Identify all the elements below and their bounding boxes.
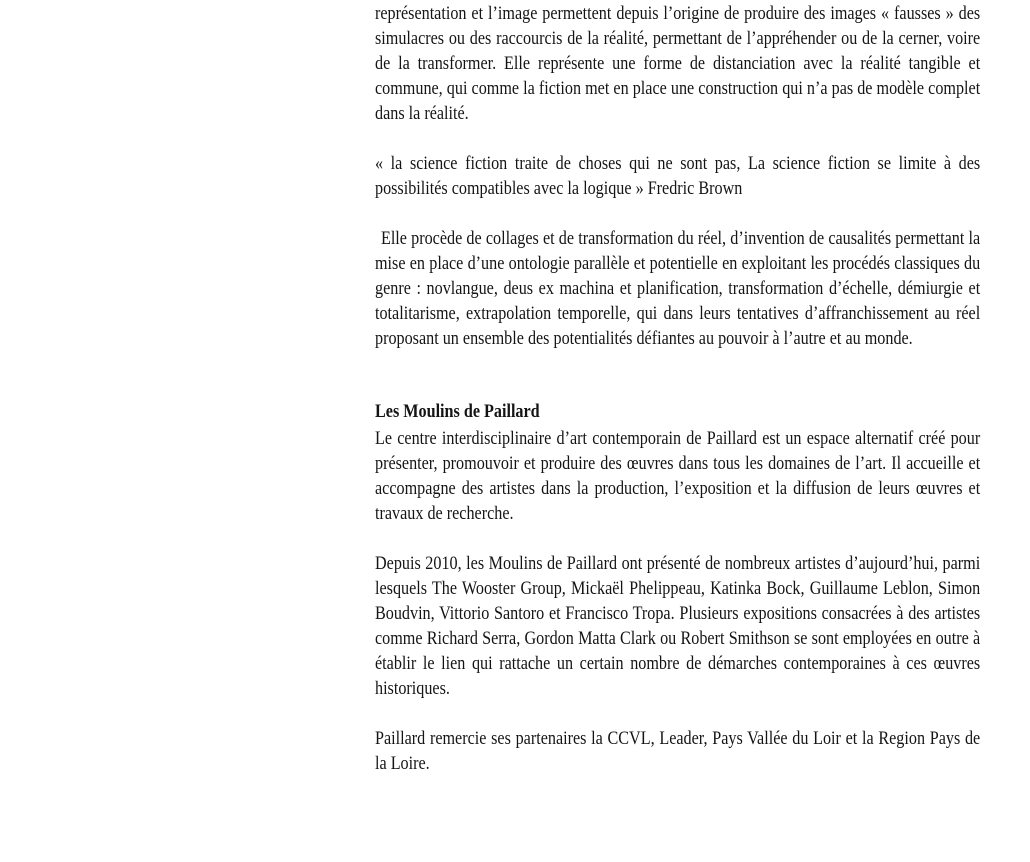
quote-fredric-brown: « la science fiction traite de choses qui ne sont pas, La science fiction se limite à des possibilités compatibles avec la logique » Fredric Brown xyxy=(375,153,981,199)
paragraph-centre-interdisciplinaire: Le centre interdisciplinaire d’art contemporain de Paillard est un espace alternatif créé pour présenter, promouvoir et produire des œuvres dans tous les domaines de l’art. Il accueille et accompagne des artistes dans la production, l’exposition et la diffusion de leurs œuvres et travaux de recherche. xyxy=(375,428,981,524)
paragraph-remerciements-partenaires: Paillard remercie ses partenaires la CCVL, Leader, Pays Vallée du Loir et la Region Pays de la Loire. xyxy=(375,728,981,774)
section-heading-les-moulins-de-paillard: Les Moulins de Paillard xyxy=(375,401,540,422)
paragraph-depuis-2010-artistes: Depuis 2010, les Moulins de Paillard ont présenté de nombreux artistes d’aujourd’hui, parmi lesquels The Wooster Group, Mickaël Phelippeau, Katinka Bock, Guillaume Leblon, Simon Boudvin, Vittorio Santoro et Francisco Tropa. Plusieurs expositions consacrées à des artistes comme Richard Serra, Gordon Matta Clark ou Robert Smithson se sont employées en outre à établir le lien qui rattache un certain nombre de démarches contemporaines à ces œuvres historiques. xyxy=(375,553,981,699)
text-column xyxy=(375,1,980,776)
paragraph-procedes-science-fiction: Elle procède de collages et de transformation du réel, d’invention de causalités permettant la mise en place d’une ontologie parallèle et potentielle en exploitant les procédés classiques du genre : novlangue, deus ex machina et planification, transformation d’échelle, démiurgie et totalitarisme, extrapolation temporelle, qui dans leurs tentatives d’affranchissement au réel proposant un ensemble des potentialités défiantes au pouvoir à l’autre et au monde. xyxy=(375,228,981,349)
paragraph-representation-image: représentation et l’image permettent depuis l’origine de produire des images « fausses » des simulacres ou des raccourcis de la réalité, permettant de l’appréhender ou de la cerner, voire de la transformer. Elle représente une forme de distanciation avec la réalité tangible et commune, qui comme la fiction met en place une construction qui n’a pas de modèle complet dans la réalité. xyxy=(375,3,981,124)
